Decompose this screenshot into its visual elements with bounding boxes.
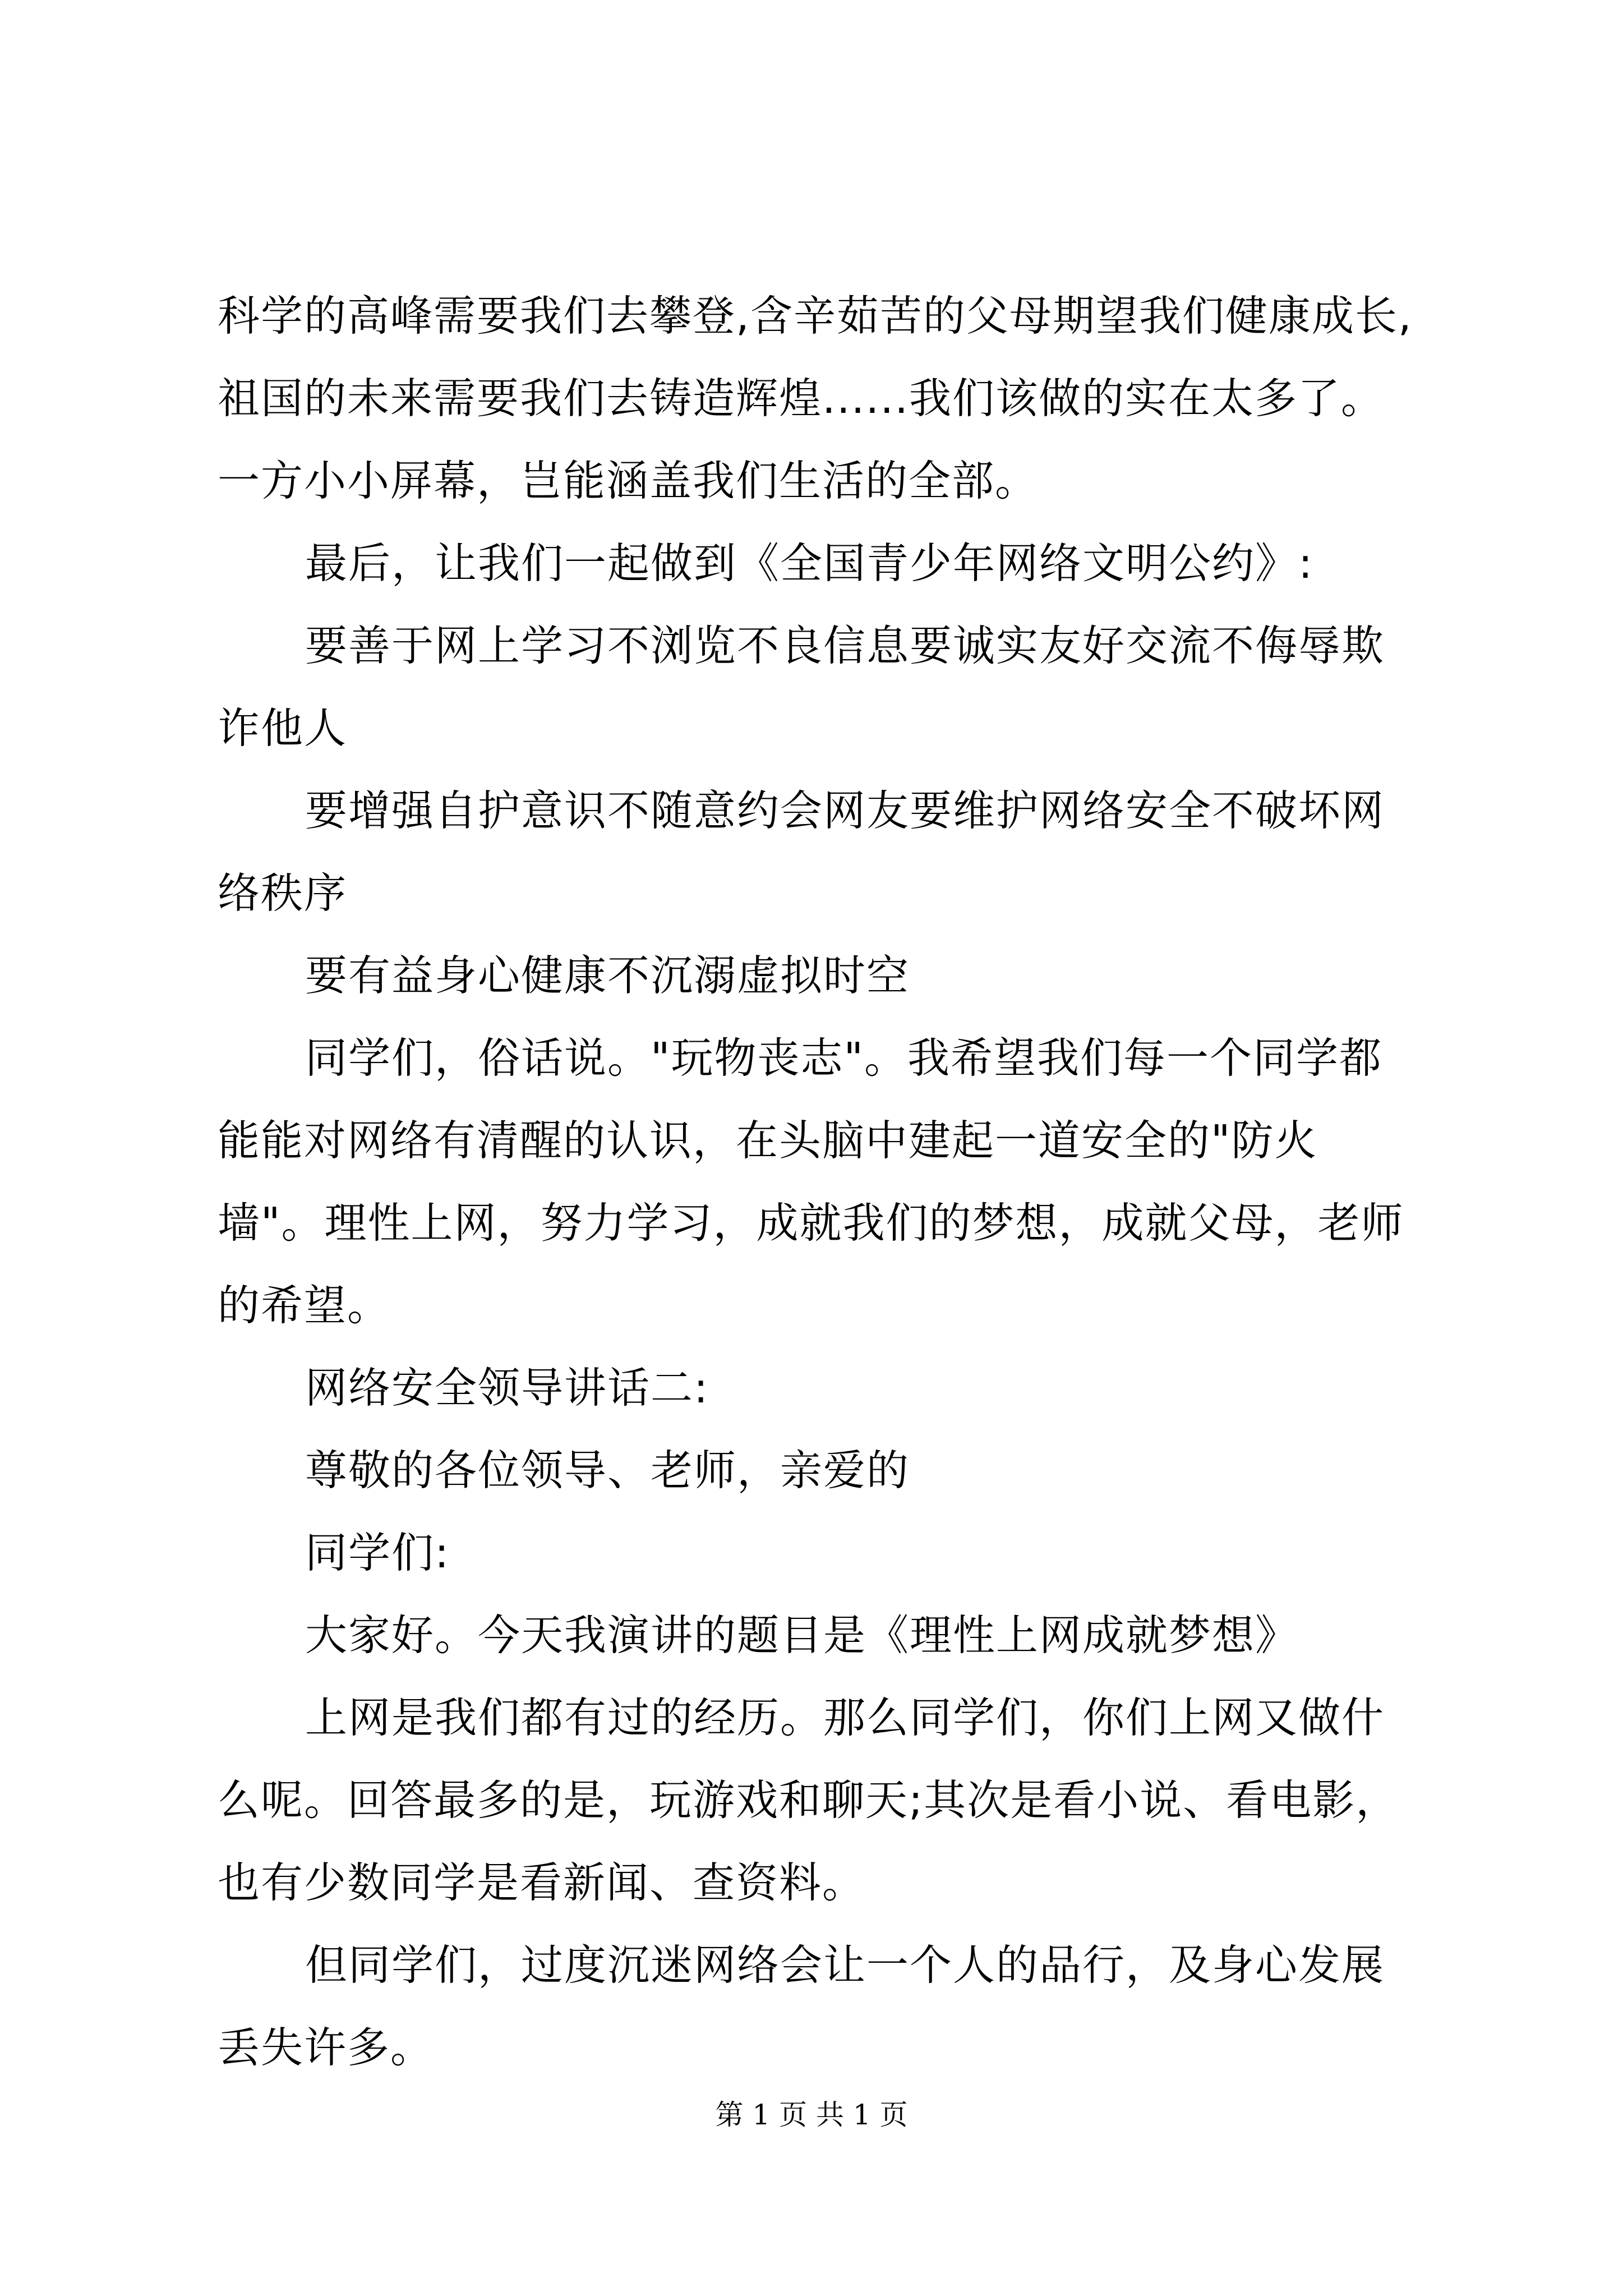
paragraph: 最后，让我们一起做到《全国青少年网络文明公约》: xyxy=(305,539,1314,588)
paragraph: 要有益身心健康不沉溺虚拟时空 xyxy=(305,951,910,1000)
paragraph: 同学们: xyxy=(305,1528,450,1577)
document-body xyxy=(218,275,1418,2089)
paragraph: 要善于网上学习不浏览不良信息要诚实友好交流不侮辱欺诈他人 xyxy=(218,621,1385,753)
paragraph: 上网是我们都有过的经历。那么同学们，你们上网又做什么呢。回答最多的是，玩游戏和聊天;其次是看小说、看电影，也有少数同学是看新闻、查资料。 xyxy=(218,1693,1399,1907)
paragraph: 大家好。今天我演讲的题目是《理性上网成就梦想》 xyxy=(305,1611,1299,1660)
paragraph: 同学们，俗话说。"玩物丧志"。我希望我们每一个同学都能能对网络有清醒的认识，在头脑中建起一道安全的"防火墙"。理性上网，努力学习，成就我们的梦想，成就父母，老师的希望。 xyxy=(218,1033,1404,1330)
paragraph: 但同学们，过度沉迷网络会让一个人的品行，及身心发展丢失许多。 xyxy=(218,1940,1385,2072)
section-heading: 网络安全领导讲话二: xyxy=(305,1363,709,1412)
paragraph: 要增强自护意识不随意约会网友要维护网络安全不破坏网络秩序 xyxy=(218,786,1385,918)
paragraph: 尊敬的各位领导、老师，亲爱的 xyxy=(305,1446,910,1495)
page-number-footer: 第 1 页 共 1 页 xyxy=(715,2099,908,2131)
paragraph: 科学的高峰需要我们去攀登,含辛茹苦的父母期望我们健康成长,祖国的未来需要我们去铸造辉煌......我们该做的实在太多了。一方小小屏幕，岂能涵盖我们生活的全部。 xyxy=(218,291,1413,505)
